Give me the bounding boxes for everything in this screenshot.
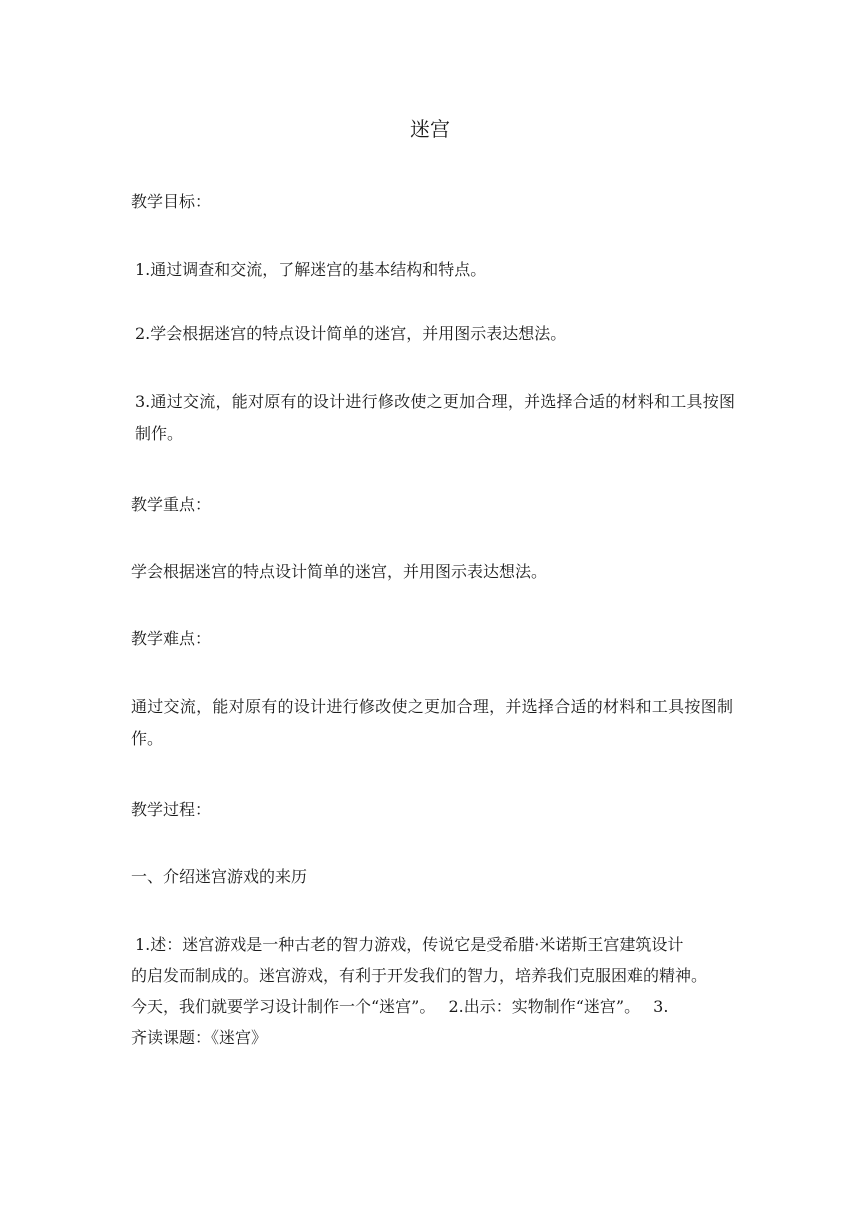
- step-one-line: 齐读课题：《迷宫》: [131, 1028, 268, 1047]
- step-one-line: 今天，我们就要学习设计制作一个“迷宫”。 2.出示：实物制作“迷宫”。 3.: [131, 997, 669, 1016]
- step-one-heading: 一、介绍迷宫游戏的来历: [131, 867, 308, 886]
- step-one-line: 1.述：迷宫游戏是一种古老的智力游戏，传说它是受希腊·米诺斯王宫建筑设计: [135, 935, 684, 954]
- step-one-line: 的启发而制成的。迷宫游戏，有利于开发我们的智力，培养我们克服困难的精神。: [131, 966, 708, 985]
- process-heading: 教学过程：: [131, 800, 212, 819]
- objective-item: 2.学会根据迷宫的特点设计简单的迷宫，并用图示表达想法。: [135, 324, 567, 343]
- key-points-heading: 教学重点：: [131, 495, 212, 514]
- objective-item: 3.通过交流，能对原有的设计进行修改使之更加合理，并选择合适的材料和工具按图制作。: [135, 392, 735, 443]
- objective-item: 1.通过调查和交流，了解迷宫的基本结构和特点。: [135, 260, 487, 279]
- step-one-body: [131, 929, 735, 1053]
- difficulties-text: 通过交流，能对原有的设计进行修改使之更加合理，并选择合适的材料和工具按图制作。: [131, 697, 733, 748]
- objectives-heading: 教学目标：: [131, 192, 212, 211]
- document-title: 迷宫: [410, 117, 450, 141]
- difficulties-heading: 教学难点：: [131, 629, 212, 648]
- key-points-text: 学会根据迷宫的特点设计简单的迷宫，并用图示表达想法。: [131, 562, 548, 581]
